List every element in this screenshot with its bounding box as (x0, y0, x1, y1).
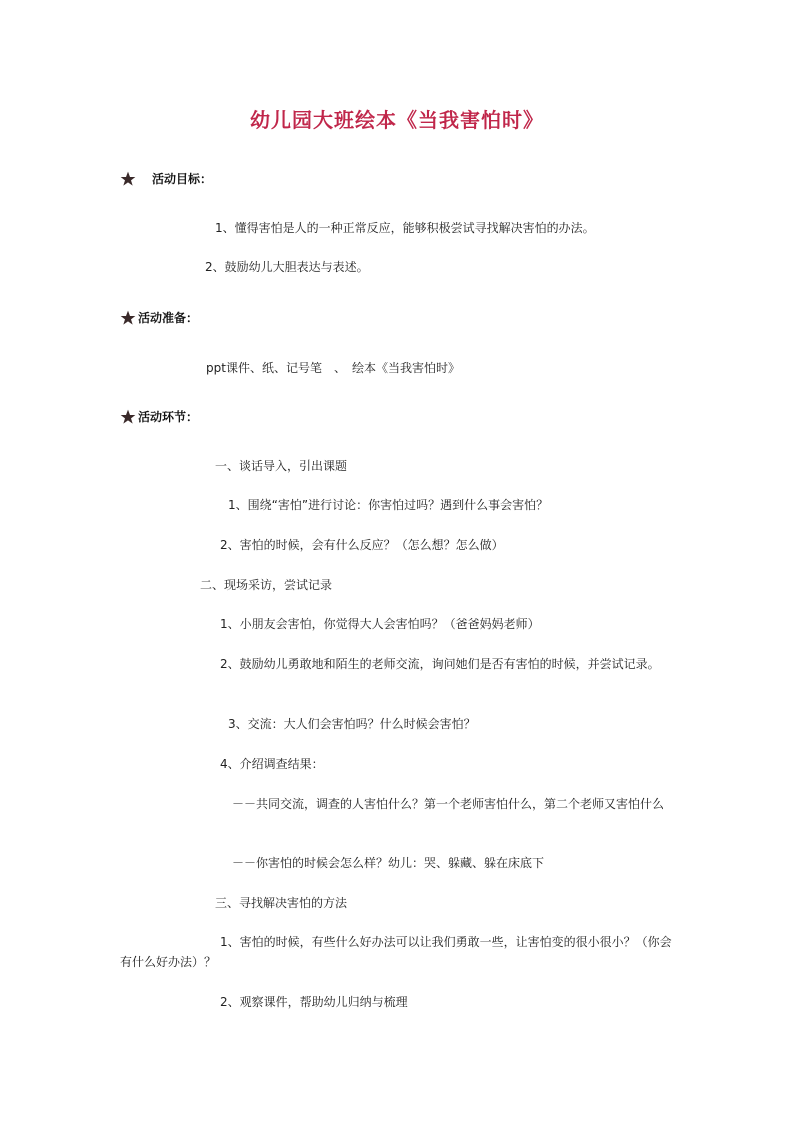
process-item: 1、小朋友会害怕，你觉得大人会害怕吗？（爸爸妈妈老师） (220, 617, 540, 631)
star-icon (120, 409, 136, 425)
process-item: －－你害怕的时候会怎么样？幼儿：哭、躲藏、躲在床底下 (232, 856, 545, 870)
section-heading-label: 活动目标： (152, 172, 213, 186)
part-title: 二、现场采访，尝试记录 (200, 578, 333, 592)
goal-item: 2、鼓励幼儿大胆表达与表述。 (205, 260, 369, 274)
section-heading-label: 活动准备： (138, 311, 199, 325)
process-item-wrapped (120, 654, 680, 674)
process-item-wrapped (120, 794, 680, 814)
process-item-text: －－共同交流，调查的人害怕什么？第一个老师害怕什么，第二个老师又害怕什么 (232, 797, 665, 811)
star-icon (120, 171, 136, 187)
process-item: 4、介绍调查结果： (220, 757, 324, 771)
section-heading-goals (120, 170, 212, 187)
star-icon (120, 310, 136, 326)
process-item-wrapped (120, 932, 680, 972)
process-item: 2、害怕的时候，会有什么反应？（怎么想？怎么做） (220, 538, 504, 552)
process-item: 3、交流：大人们会害怕吗？什么时候会害怕？ (228, 717, 476, 731)
part-title: 三、寻找解决害怕的方法 (215, 896, 348, 910)
prep-item: ppt课件、纸、记号笔 、 绘本《当我害怕时》 (206, 361, 460, 375)
process-item-text: 2、鼓励幼儿勇敢地和陌生的老师交流，询问她们是否有害怕的时候，并尝试记录。 (220, 657, 660, 671)
section-heading-process (120, 408, 198, 425)
part-title: 一、谈话导入，引出课题 (215, 459, 348, 473)
section-heading-prep (120, 309, 198, 326)
process-item-text: 1、害怕的时候，有些什么好办法可以让我们勇敢一些，让害怕变的很小很小？（你会有什么好办法）？ (120, 935, 672, 969)
page-title: 幼儿园大班绘本《当我害怕时》 (250, 108, 544, 132)
section-heading-label: 活动环节： (138, 410, 199, 424)
process-item: 1、围绕“害怕”进行讨论：你害怕过吗？遇到什么事会害怕？ (228, 498, 549, 512)
process-item: 2、观察课件，帮助幼儿归纳与梳理 (220, 995, 408, 1009)
goal-item: 1、懂得害怕是人的一种正常反应，能够积极尝试寻找解决害怕的办法。 (215, 221, 595, 235)
